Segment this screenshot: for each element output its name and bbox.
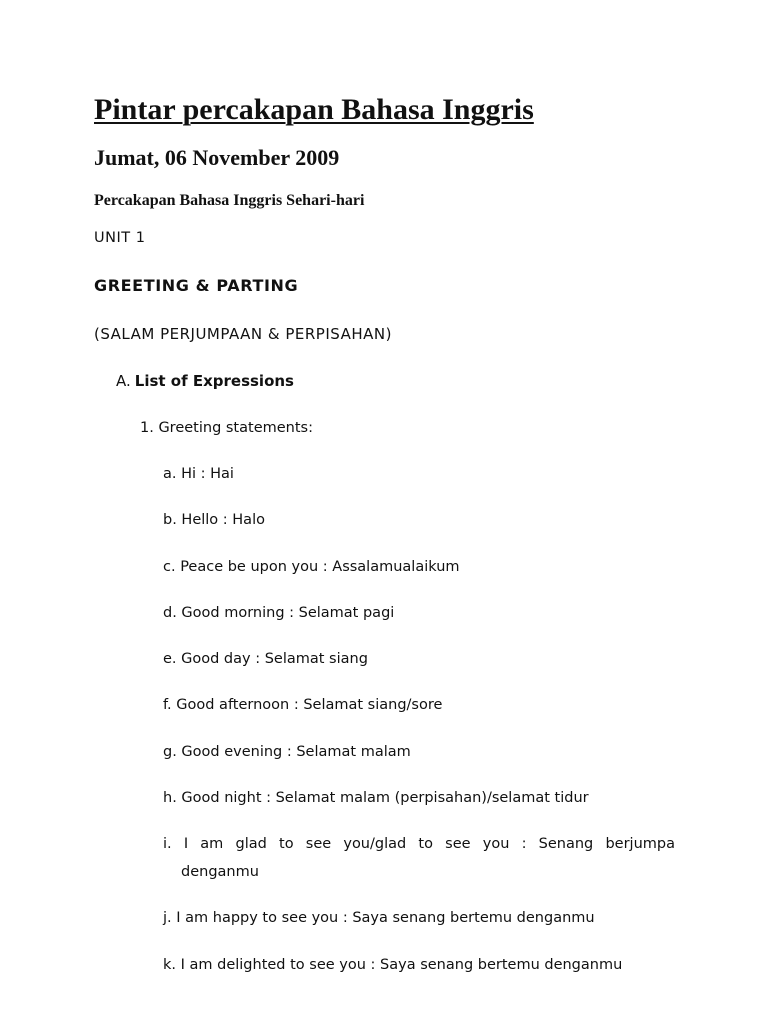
document-subtitle: Percakapan Bahasa Inggris Sehari-hari: [94, 192, 365, 209]
list-item: d. Good morning : Selamat pagi: [163, 605, 395, 621]
list-item: k. I am delighted to see you : Saya senang bertemu denganmu: [163, 957, 623, 973]
list-item: c. Peace be upon you : Assalamualaikum: [163, 559, 460, 575]
word: see: [445, 836, 471, 852]
subsection-text: List of Expressions: [134, 372, 294, 390]
subsection-title: [116, 372, 294, 390]
word: :: [521, 836, 527, 852]
list-item: e. Good day : Selamat siang: [163, 651, 368, 667]
word: Senang: [538, 836, 594, 852]
section-subheading: (SALAM PERJUMPAAN & PERPISAHAN): [94, 325, 392, 343]
word: see: [305, 836, 332, 852]
document-title: Pintar percakapan Bahasa Inggris: [94, 93, 534, 126]
word: to: [418, 836, 433, 852]
list-item: b. Hello : Halo: [163, 512, 265, 528]
unit-label: UNIT 1: [94, 230, 146, 246]
word: to: [279, 836, 294, 852]
word: glad: [235, 836, 267, 852]
word: you: [482, 836, 510, 852]
word: am: [200, 836, 224, 852]
word: I: [183, 836, 189, 852]
word: i.: [163, 836, 172, 852]
list-item: g. Good evening : Selamat malam: [163, 744, 411, 760]
list-item: h. Good night : Selamat malam (perpisahan)/selamat tidur: [163, 790, 589, 806]
word: berjumpa: [605, 836, 675, 852]
subsection-letter: A.: [116, 372, 131, 390]
word: you/glad: [343, 836, 407, 852]
list-item-continuation: denganmu: [181, 864, 259, 880]
section-heading: GREETING & PARTING: [94, 276, 299, 295]
list-item: f. Good afternoon : Selamat siang/sore: [163, 697, 443, 713]
list-item-justified: [163, 836, 675, 852]
document-date: Jumat, 06 November 2009: [94, 145, 340, 170]
list-item: j. I am happy to see you : Saya senang bertemu denganmu: [163, 910, 595, 926]
numbered-heading: 1. Greeting statements:: [140, 420, 313, 436]
list-item: a. Hi : Hai: [163, 466, 234, 482]
